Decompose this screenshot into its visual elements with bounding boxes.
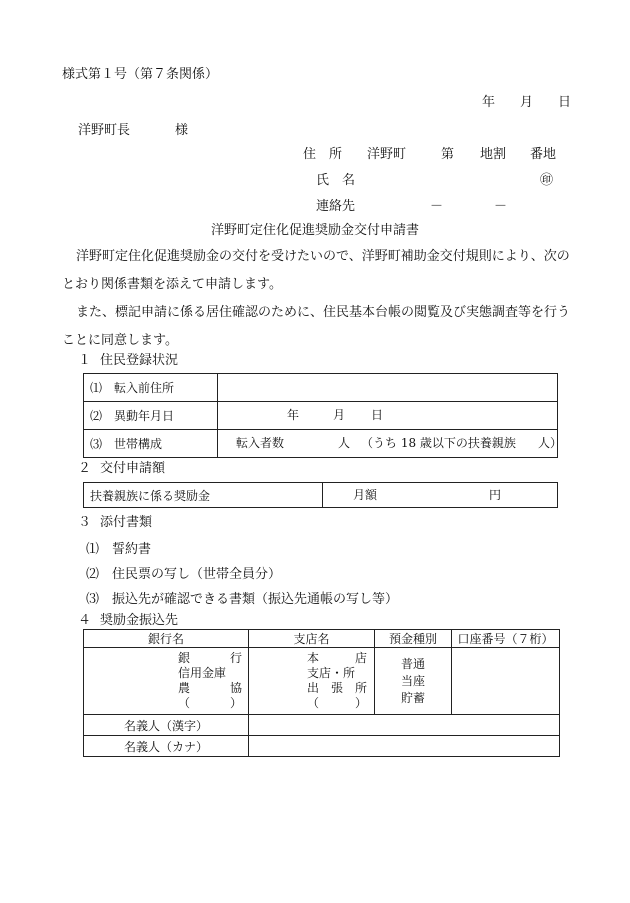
- attachment-1-text: 誓約書: [112, 542, 152, 557]
- attachment-item: [86, 542, 151, 558]
- row3-label-text: 世帯構成: [114, 437, 163, 451]
- deposit-type-toza: 当座: [400, 674, 425, 688]
- paragraph-2: [62, 299, 582, 355]
- amount-table: [83, 482, 558, 508]
- bank-type-nokyo: [178, 681, 242, 696]
- name-label: 氏 名: [316, 173, 356, 188]
- branch-name-header: 支店名: [249, 630, 375, 648]
- amount-field[interactable]: [323, 483, 558, 508]
- branch-type-other: [307, 696, 367, 711]
- document-title: 洋野町定住化促進奨励金交付申請書: [210, 223, 419, 238]
- bank-name-header: 銀行名: [84, 630, 249, 648]
- attachment-item: [86, 567, 281, 583]
- addressee-name: 洋野町長: [78, 123, 131, 138]
- bank-type-part: 行: [229, 651, 242, 665]
- addressee-honorific: 様: [175, 123, 189, 138]
- previous-address-field[interactable]: [218, 374, 558, 402]
- attachment-item: [86, 592, 398, 608]
- row1-label: [84, 374, 218, 402]
- section1-number: １: [78, 353, 92, 368]
- bank-type-shinkin: [178, 666, 242, 681]
- contact-dash-1: －: [430, 199, 444, 214]
- date-year: 年: [482, 95, 496, 110]
- branch-type-part: 張: [330, 681, 343, 695]
- row2-label-text: 異動年月日: [114, 409, 175, 423]
- residence-table: [83, 373, 563, 458]
- date-month: 月: [520, 95, 534, 110]
- movers-label: 転入者数: [236, 436, 285, 450]
- address-town: 洋野町: [367, 147, 407, 162]
- deposit-type-futsu: 普通: [400, 657, 425, 671]
- bank-table: [83, 629, 560, 757]
- address-chiwari: 地割: [480, 147, 507, 162]
- paragraph-1-text: 洋野町定住化促進奨励金の交付を受けたいので、洋野町補助金交付規則により、次のとおり関係書類を添えて申請します。: [62, 249, 570, 292]
- attachment-3-num: ⑶: [86, 592, 100, 607]
- move-month: 月: [333, 408, 346, 422]
- bank-type-part: 農: [178, 681, 191, 695]
- deposit-type-header: 預金種別: [375, 630, 452, 648]
- branch-type-part: 出: [307, 681, 320, 695]
- move-date-field[interactable]: [218, 402, 558, 430]
- date-day: 日: [558, 95, 572, 110]
- monthly-label: 月額: [353, 488, 378, 502]
- yen-unit: 円: [489, 488, 502, 502]
- row2-label: [84, 402, 218, 430]
- holder-kana-field[interactable]: [249, 736, 560, 757]
- holder-kanji-label: 名義人（漢字）: [84, 715, 249, 736]
- section2-heading: 交付申請額: [100, 461, 166, 476]
- branch-type-part: 店: [354, 651, 367, 665]
- bank-type-ginko: [178, 651, 242, 666]
- movers-unit: 人: [338, 436, 351, 450]
- branch-name-cell[interactable]: [249, 648, 375, 715]
- bank-type-part: （: [178, 696, 191, 710]
- bank-type-part: 信用金庫: [178, 666, 227, 680]
- row3-label: [84, 430, 218, 458]
- bank-type-part: 銀: [178, 651, 191, 665]
- account-number-header: 口座番号（７桁）: [452, 630, 560, 648]
- deposit-type-chochiku: 貯蓄: [400, 691, 425, 705]
- table-row: [84, 736, 560, 757]
- row1-num: ⑴: [90, 381, 103, 395]
- paragraph-2-text: また、標記申請に係る居住確認のために、住民基本台帳の閲覧及び実態調査等を行うことに同意します。: [62, 305, 571, 348]
- deposit-type-cell[interactable]: [375, 648, 452, 715]
- attachment-2-num: ⑵: [86, 567, 100, 582]
- row3-num: ⑶: [90, 437, 103, 451]
- move-day: 日: [371, 408, 384, 422]
- attachment-3-text: 振込先が確認できる書類（振込先通帳の写し等）: [112, 592, 399, 607]
- table-row: [84, 715, 560, 736]
- form-number: 様式第１号（第７条関係）: [62, 67, 219, 82]
- branch-type-part: 支店・所: [307, 666, 356, 680]
- address-dai: 第: [441, 147, 455, 162]
- under18-label: （うち 18 歳以下の扶養親族: [361, 436, 516, 450]
- row1-label-text: 転入前住所: [114, 381, 175, 395]
- section2-number: ２: [78, 461, 92, 476]
- amount-label: 扶養親族に係る奨励金: [84, 483, 323, 508]
- bank-type-list: [178, 651, 242, 711]
- paragraph-1: [62, 243, 582, 299]
- section3-number: ３: [78, 515, 92, 530]
- under18-unit: 人）: [538, 436, 563, 450]
- branch-type-shucchojo: [307, 681, 367, 696]
- address-banchi: 番地: [530, 147, 557, 162]
- address-label: 住 所: [303, 147, 343, 162]
- branch-type-honten: [307, 651, 367, 666]
- household-field[interactable]: [218, 430, 563, 458]
- move-year: 年: [287, 408, 300, 422]
- branch-type-part: 本: [307, 651, 320, 665]
- section3-heading: 添付書類: [100, 515, 153, 530]
- table-row: [84, 374, 558, 402]
- branch-type-list: [307, 651, 367, 711]
- deposit-type-list: [375, 656, 451, 707]
- attachment-1-num: ⑴: [86, 542, 100, 557]
- attachment-2-text: 住民票の写し（世帯全員分）: [112, 567, 282, 582]
- bank-type-part: 協: [229, 681, 242, 695]
- branch-type-part: ）: [354, 696, 367, 710]
- branch-type-part: 所: [354, 681, 367, 695]
- table-row: [84, 430, 558, 458]
- bank-type-part: ）: [229, 696, 242, 710]
- account-number-cell[interactable]: [452, 648, 560, 715]
- holder-kanji-field[interactable]: [249, 715, 560, 736]
- section4-heading: 奨励金振込先: [100, 613, 179, 628]
- holder-kana-label: 名義人（カナ）: [84, 736, 249, 757]
- seal-mark: ㊞: [540, 173, 554, 188]
- table-row: [84, 630, 560, 648]
- branch-type-shiten: [307, 666, 367, 681]
- contact-dash-2: －: [494, 199, 508, 214]
- branch-type-part: （: [307, 696, 320, 710]
- bank-name-cell[interactable]: [84, 648, 249, 715]
- bank-type-other: [178, 696, 242, 711]
- section4-number: ４: [78, 613, 92, 628]
- section1-heading: 住民登録状況: [100, 353, 179, 368]
- row2-num: ⑵: [90, 409, 103, 423]
- contact-label: 連絡先: [316, 199, 356, 214]
- table-row: [84, 402, 558, 430]
- table-row: [84, 648, 560, 715]
- table-row: [84, 483, 558, 508]
